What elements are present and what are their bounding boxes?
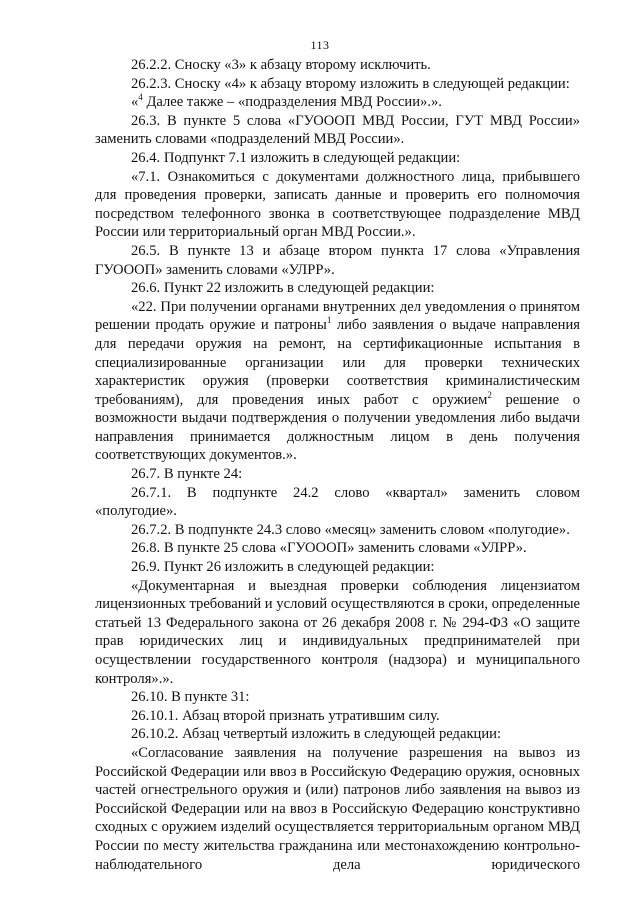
paragraph-26-10: 26.10. В пункте 31: bbox=[131, 689, 250, 706]
footnote-marker: 1 bbox=[326, 315, 332, 326]
footnote-marker: 2 bbox=[487, 389, 492, 400]
paragraph-22: «22. При получении органами внутренних дел уведомления о принятом решении продать оружие и патроны$^1$ либо заявления о выдаче направления для передачи оружия на ремонт, на сертификационные испытания в специализированные организации или для проверки технических характеристик оружия (проверки соответствия криминалистическим требованиям), для проведения иных работ с оружием$^2$ решение о возможности выдачи подтверждения о получении уведомления либо выдачи направления принимается должностным лицом в день получения соответствующих документов.». bbox=[95, 298, 580, 464]
paragraph-26-7-2: 26.7.2. В подпункте 24.3 слово «месяц» заменить словом «полугодие». bbox=[131, 521, 570, 538]
paragraph-26-10-1: 26.10.1. Абзац второй признать утратившим силу. bbox=[131, 707, 440, 724]
paragraph-31-4: «Согласование заявления на получение разрешения на вывоз из Российской Федерации или ввоз в Российскую Федерацию оружия, основных частей огнестрельного оружия и (или) патронов либо заявления на вывоз из Российской Федерации или на ввоз в Российскую Федерацию конструктивно сходных с оружием изделий осуществляется территориальным органом МВД России по месту жительства гражданина или местонахождению контрольно-наблюдательного дела юридического bbox=[95, 744, 580, 873]
paragraph-26-3: 26.3. В пункте 5 слова «ГУОООП МВД России, ГУТ МВД России» заменить словами «подразделений МВД России». bbox=[95, 112, 580, 148]
paragraph-26: «Документарная и выездная проверки соблюдения лицензиатом лицензионных требований и условий осуществляются в сроки, определенные статьей 13 Федерального закона от 26 декабря 2008 г. № 294-ФЗ «О защите прав юридических лиц и индивидуальных предпринимателей при осуществлении государственного контроля (надзора) и муниципального контроля».». bbox=[95, 577, 580, 687]
paragraph-26-2-2: 26.2.2. Сноску «3» к абзацу второму исключить. bbox=[131, 57, 431, 73]
paragraph-26-4: 26.4. Подпункт 7.1 изложить в следующей редакции: bbox=[131, 149, 461, 166]
paragraph-26-2-3: 26.2.3. Сноску «4» к абзацу второму изложить в следующей редакции: bbox=[131, 75, 570, 92]
paragraph-26-9: 26.9. Пункт 26 изложить в следующей редакции: bbox=[131, 559, 435, 576]
paragraph-26-6: 26.6. Пункт 22 изложить в следующей редакции: bbox=[131, 280, 435, 297]
paragraph-26-8: 26.8. В пункте 25 слова «ГУОООП» заменить словами «УЛРР». bbox=[131, 540, 527, 557]
document-body bbox=[95, 56, 580, 874]
paragraph-26-7: 26.7. В пункте 24: bbox=[131, 466, 243, 483]
page-number: 113 bbox=[310, 38, 330, 52]
paragraph-26-5: 26.5. В пункте 13 и абзаце втором пункта 17 слова «Управления ГУОООП» заменить словами «УЛРР». bbox=[95, 242, 580, 278]
paragraph-7-1: «7.1. Ознакомиться с документами должностного лица, прибывшего для проведения проверки, записать данные и проверить его полномочия посредством телефонного звонка в соответствующее подразделение МВД России или территориальный орган МВД России.». bbox=[95, 168, 580, 241]
footnote-marker: 4 bbox=[138, 92, 143, 103]
paragraph-26-10-2: 26.10.2. Абзац четвертый изложить в следующей редакции: bbox=[131, 726, 502, 743]
paragraph-footnote-4: «$^4$ Далее также – «подразделения МВД России».». bbox=[131, 92, 442, 111]
paragraph-26-7-1: 26.7.1. В подпункте 24.2 слово «квартал» заменить словом «полугодие». bbox=[95, 484, 580, 520]
